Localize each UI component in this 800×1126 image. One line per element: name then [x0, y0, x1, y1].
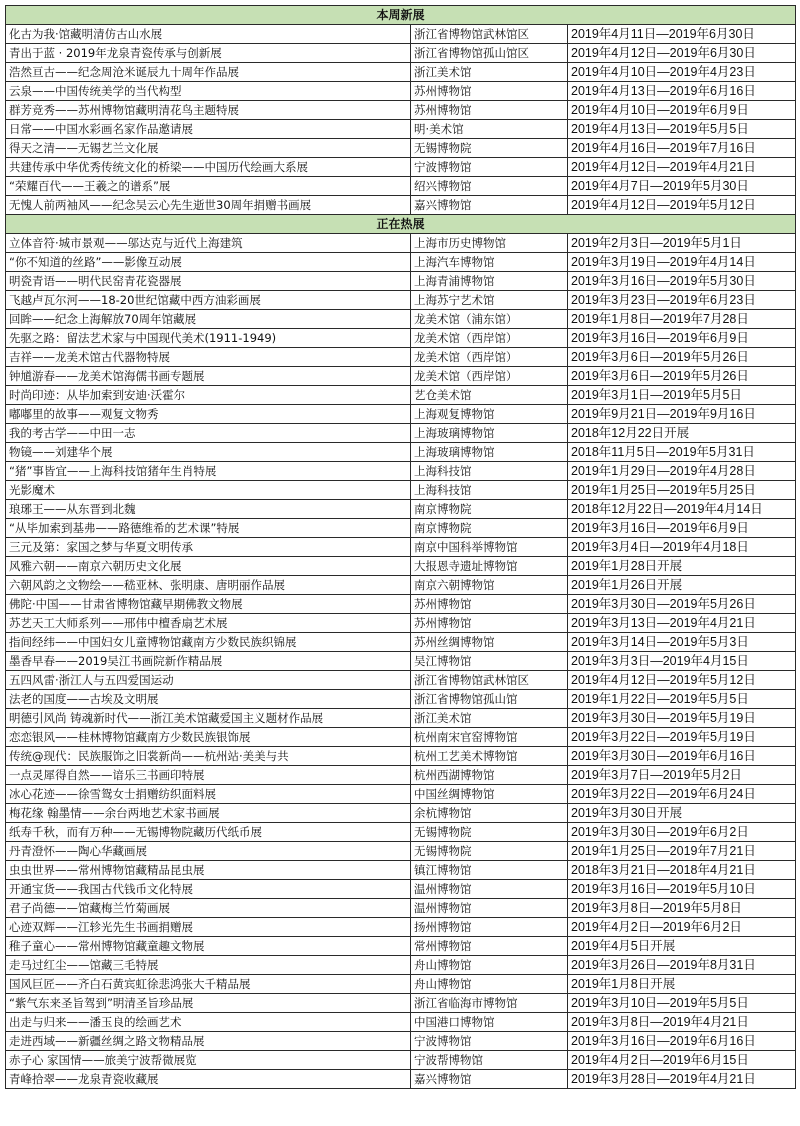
table-row — [6, 386, 796, 405]
date-range-cell: 2019年1月25日—2019年5月25日 — [568, 481, 796, 500]
exhibition-name-cell: 嘟嘟里的故事——观复文物秀 — [6, 405, 411, 424]
exhibition-name-cell: 青峰拾翠——龙泉青瓷收藏展 — [6, 1070, 411, 1089]
exhibition-name-cell: 国风巨匠——齐白石黄宾虹徐悲鸿张大千精品展 — [6, 975, 411, 994]
section-title: 正在热展 — [6, 215, 796, 234]
exhibition-name-cell: “猪”事皆宜——上海科技馆猪年生肖特展 — [6, 462, 411, 481]
venue-cell: 浙江美术馆 — [411, 709, 568, 728]
date-range-cell: 2019年4月2日—2019年6月2日 — [568, 918, 796, 937]
date-range-cell: 2018年12月22日开展 — [568, 424, 796, 443]
exhibition-name-cell: 得天之清——无锡艺兰文化展 — [6, 139, 411, 158]
exhibition-name-cell: 恋恋银风——桂林博物馆藏南方少数民族银饰展 — [6, 728, 411, 747]
venue-cell: 宁波帮博物馆 — [411, 1051, 568, 1070]
exhibition-name-cell: 浩然亘古——纪念周沧米诞辰九十周年作品展 — [6, 63, 411, 82]
venue-cell: 嘉兴博物馆 — [411, 1070, 568, 1089]
date-range-cell: 2018年3月21日—2018年4月21日 — [568, 861, 796, 880]
table-row — [6, 994, 796, 1013]
date-range-cell: 2019年9月21日—2019年9月16日 — [568, 405, 796, 424]
venue-cell: 龙美术馆（浦东馆） — [411, 310, 568, 329]
table-row — [6, 842, 796, 861]
date-range-cell: 2018年11月5日—2019年5月31日 — [568, 443, 796, 462]
table-row — [6, 348, 796, 367]
venue-cell: 艺仓美术馆 — [411, 386, 568, 405]
exhibition-name-cell: 云泉——中国传统美学的当代构型 — [6, 82, 411, 101]
exhibition-name-cell: 物镜——刘建华个展 — [6, 443, 411, 462]
venue-cell: 舟山博物馆 — [411, 975, 568, 994]
date-range-cell: 2019年4月12日—2019年6月30日 — [568, 44, 796, 63]
table-row — [6, 728, 796, 747]
section-header-row — [6, 6, 796, 25]
table-row — [6, 500, 796, 519]
table-row — [6, 785, 796, 804]
table-row — [6, 1051, 796, 1070]
exhibition-name-cell: 梅花缘 翰墨情——余台两地艺术家书画展 — [6, 804, 411, 823]
venue-cell: 南京中国科举博物馆 — [411, 538, 568, 557]
table-row — [6, 747, 796, 766]
date-range-cell: 2019年3月30日开展 — [568, 804, 796, 823]
table-row — [6, 804, 796, 823]
date-range-cell: 2019年4月16日—2019年7月16日 — [568, 139, 796, 158]
date-range-cell: 2019年3月30日—2019年6月2日 — [568, 823, 796, 842]
date-range-cell: 2019年3月8日—2019年5月8日 — [568, 899, 796, 918]
date-range-cell: 2019年3月6日—2019年5月26日 — [568, 348, 796, 367]
date-range-cell: 2018年12月22日—2019年4月14日 — [568, 500, 796, 519]
venue-cell: 苏州博物馆 — [411, 614, 568, 633]
exhibition-name-cell: 传统@现代：民族服饰之旧裳新尚——杭州站·美美与共 — [6, 747, 411, 766]
venue-cell: 舟山博物馆 — [411, 956, 568, 975]
venue-cell: 杭州工艺美术博物馆 — [411, 747, 568, 766]
date-range-cell: 2019年4月12日—2019年4月21日 — [568, 158, 796, 177]
venue-cell: 杭州南宋官窑博物馆 — [411, 728, 568, 747]
exhibition-table — [5, 5, 796, 1089]
venue-cell: 浙江省博物馆武林馆区 — [411, 671, 568, 690]
exhibition-name-cell: 时尚印迹：从毕加索到安迪·沃霍尔 — [6, 386, 411, 405]
date-range-cell: 2019年4月5日开展 — [568, 937, 796, 956]
venue-cell: 温州博物馆 — [411, 899, 568, 918]
date-range-cell: 2019年3月14日—2019年5月3日 — [568, 633, 796, 652]
venue-cell: 上海汽车博物馆 — [411, 253, 568, 272]
exhibition-name-cell: 回眸——纪念上海解放70周年馆藏展 — [6, 310, 411, 329]
table-row — [6, 253, 796, 272]
table-row — [6, 652, 796, 671]
exhibition-name-cell: 稚子童心——常州博物馆藏童趣文物展 — [6, 937, 411, 956]
date-range-cell: 2019年4月12日—2019年5月12日 — [568, 671, 796, 690]
date-range-cell: 2019年4月10日—2019年4月23日 — [568, 63, 796, 82]
exhibition-name-cell: 钟馗游春——龙美术馆海儒书画专题展 — [6, 367, 411, 386]
venue-cell: 宁波博物馆 — [411, 158, 568, 177]
table-row — [6, 25, 796, 44]
table-row — [6, 158, 796, 177]
exhibition-name-cell: 风雅六朝——南京六朝历史文化展 — [6, 557, 411, 576]
table-row — [6, 633, 796, 652]
date-range-cell: 2019年3月16日—2019年6月9日 — [568, 329, 796, 348]
exhibition-name-cell: 走进西域——新疆丝绸之路文物精品展 — [6, 1032, 411, 1051]
table-row — [6, 367, 796, 386]
date-range-cell: 2019年1月29日—2019年4月28日 — [568, 462, 796, 481]
table-row — [6, 44, 796, 63]
date-range-cell: 2019年3月30日—2019年6月16日 — [568, 747, 796, 766]
section-header-row — [6, 215, 796, 234]
exhibition-name-cell: 共建传承中华优秀传统文化的桥梁——中国历代绘画大系展 — [6, 158, 411, 177]
venue-cell: 上海苏宁艺术馆 — [411, 291, 568, 310]
table-row — [6, 671, 796, 690]
exhibition-name-cell: 明瓷青语——明代民窑青花瓷器展 — [6, 272, 411, 291]
date-range-cell: 2019年3月16日—2019年5月30日 — [568, 272, 796, 291]
exhibition-name-cell: 君子尚德——馆藏梅兰竹菊画展 — [6, 899, 411, 918]
exhibition-name-cell: 飞越卢瓦尔河——18-20世纪馆藏中西方油彩画展 — [6, 291, 411, 310]
venue-cell: 中国港口博物馆 — [411, 1013, 568, 1032]
table-row — [6, 861, 796, 880]
table-row — [6, 177, 796, 196]
table-row — [6, 519, 796, 538]
date-range-cell: 2019年1月8日—2019年7月28日 — [568, 310, 796, 329]
venue-cell: 吴江博物馆 — [411, 652, 568, 671]
venue-cell: 龙美术馆（西岸馆） — [411, 348, 568, 367]
exhibition-name-cell: 走马过红尘——馆藏三毛特展 — [6, 956, 411, 975]
venue-cell: 温州博物馆 — [411, 880, 568, 899]
date-range-cell: 2019年3月6日—2019年5月26日 — [568, 367, 796, 386]
table-row — [6, 538, 796, 557]
section-title: 本周新展 — [6, 6, 796, 25]
table-row — [6, 234, 796, 253]
date-range-cell: 2019年4月11日—2019年6月30日 — [568, 25, 796, 44]
date-range-cell: 2019年3月28日—2019年4月21日 — [568, 1070, 796, 1089]
date-range-cell: 2019年4月7日—2019年5月30日 — [568, 177, 796, 196]
exhibition-name-cell: “从毕加索到基弗——路德维希的艺术课”特展 — [6, 519, 411, 538]
table-row — [6, 1032, 796, 1051]
table-row — [6, 975, 796, 994]
date-range-cell: 2019年3月3日—2019年4月15日 — [568, 652, 796, 671]
venue-cell: 扬州博物馆 — [411, 918, 568, 937]
venue-cell: 绍兴博物馆 — [411, 177, 568, 196]
date-range-cell: 2019年3月4日—2019年4月18日 — [568, 538, 796, 557]
exhibition-name-cell: 化古为我·馆藏明清仿古山水展 — [6, 25, 411, 44]
table-row — [6, 101, 796, 120]
exhibition-name-cell: 我的考古学——中田一志 — [6, 424, 411, 443]
date-range-cell: 2019年3月10日—2019年5月5日 — [568, 994, 796, 1013]
venue-cell: 上海科技馆 — [411, 481, 568, 500]
date-range-cell: 2019年3月8日—2019年4月21日 — [568, 1013, 796, 1032]
table-row — [6, 272, 796, 291]
exhibition-name-cell: 立体音符·城市景观——邬达克与近代上海建筑 — [6, 234, 411, 253]
table-row — [6, 614, 796, 633]
table-row — [6, 424, 796, 443]
venue-cell: 无锡博物院 — [411, 139, 568, 158]
table-row — [6, 1070, 796, 1089]
venue-cell: 上海青浦博物馆 — [411, 272, 568, 291]
exhibition-name-cell: 青出于蓝 · 2019年龙泉青瓷传承与创新展 — [6, 44, 411, 63]
venue-cell: 无锡博物院 — [411, 842, 568, 861]
table-row — [6, 120, 796, 139]
venue-cell: 南京博物院 — [411, 519, 568, 538]
exhibition-name-cell: “紫气东来圣旨驾到”明清圣旨珍品展 — [6, 994, 411, 1013]
table-row — [6, 462, 796, 481]
table-row — [6, 82, 796, 101]
venue-cell: 苏州博物馆 — [411, 595, 568, 614]
table-row — [6, 823, 796, 842]
date-range-cell: 2019年3月30日—2019年5月26日 — [568, 595, 796, 614]
date-range-cell: 2019年3月19日—2019年4月14日 — [568, 253, 796, 272]
venue-cell: 上海科技馆 — [411, 462, 568, 481]
exhibition-name-cell: 六朝风韵之文物绘——嵇亚林、张明康、唐明丽作品展 — [6, 576, 411, 595]
exhibition-name-cell: 光影魔术 — [6, 481, 411, 500]
table-row — [6, 443, 796, 462]
exhibition-name-cell: 佛陀·中国——甘肃省博物馆藏早期佛教文物展 — [6, 595, 411, 614]
exhibition-name-cell: 一点灵犀得自然——谙乐三书画印特展 — [6, 766, 411, 785]
exhibition-name-cell: 五四风雷·浙江人与五四爱国运动 — [6, 671, 411, 690]
date-range-cell: 2019年4月13日—2019年6月16日 — [568, 82, 796, 101]
venue-cell: 上海玻璃博物馆 — [411, 424, 568, 443]
venue-cell: 明·美术馆 — [411, 120, 568, 139]
venue-cell: 中国丝绸博物馆 — [411, 785, 568, 804]
table-row — [6, 139, 796, 158]
venue-cell: 苏州博物馆 — [411, 82, 568, 101]
table-row — [6, 196, 796, 215]
date-range-cell: 2019年2月3日—2019年5月1日 — [568, 234, 796, 253]
exhibition-name-cell: 赤子心 家国情——旅美宁波帮微展览 — [6, 1051, 411, 1070]
date-range-cell: 2019年3月22日—2019年6月24日 — [568, 785, 796, 804]
table-row — [6, 291, 796, 310]
table-row — [6, 899, 796, 918]
table-row — [6, 766, 796, 785]
exhibition-name-cell: 虫虫世界——常州博物馆藏精品昆虫展 — [6, 861, 411, 880]
date-range-cell: 2019年4月2日—2019年6月15日 — [568, 1051, 796, 1070]
venue-cell: 无锡博物院 — [411, 823, 568, 842]
venue-cell: 浙江省博物馆孤山馆 — [411, 690, 568, 709]
exhibition-name-cell: 日常——中国水彩画名家作品邀请展 — [6, 120, 411, 139]
date-range-cell: 2019年3月16日—2019年6月9日 — [568, 519, 796, 538]
venue-cell: 苏州博物馆 — [411, 101, 568, 120]
date-range-cell: 2019年3月16日—2019年5月10日 — [568, 880, 796, 899]
date-range-cell: 2019年1月22日—2019年5月5日 — [568, 690, 796, 709]
exhibition-name-cell: 三元及第：家国之梦与华夏文明传承 — [6, 538, 411, 557]
venue-cell: 浙江省临海市博物馆 — [411, 994, 568, 1013]
date-range-cell: 2019年3月22日—2019年5月19日 — [568, 728, 796, 747]
table-row — [6, 690, 796, 709]
date-range-cell: 2019年3月30日—2019年5月19日 — [568, 709, 796, 728]
exhibition-table-body — [6, 6, 796, 1089]
exhibition-name-cell: 心迹双辉——江轸光先生书画捐赠展 — [6, 918, 411, 937]
venue-cell: 常州博物馆 — [411, 937, 568, 956]
exhibition-name-cell: 琅琊王——从东晋到北魏 — [6, 500, 411, 519]
exhibition-name-cell: “你不知道的丝路”——影像互动展 — [6, 253, 411, 272]
venue-cell: 镇江博物馆 — [411, 861, 568, 880]
exhibition-name-cell: 墨香早春——2019吴江书画院新作精品展 — [6, 652, 411, 671]
venue-cell: 杭州西湖博物馆 — [411, 766, 568, 785]
venue-cell: 余杭博物馆 — [411, 804, 568, 823]
venue-cell: 浙江省博物馆孤山馆区 — [411, 44, 568, 63]
exhibition-name-cell: 纸寿千秋，而有万种——无锡博物院藏历代纸币展 — [6, 823, 411, 842]
venue-cell: 上海玻璃博物馆 — [411, 443, 568, 462]
table-row — [6, 937, 796, 956]
exhibition-name-cell: 指间经纬——中国妇女儿童博物馆藏南方少数民族织锦展 — [6, 633, 411, 652]
table-row — [6, 880, 796, 899]
venue-cell: 宁波博物馆 — [411, 1032, 568, 1051]
date-range-cell: 2019年1月28日开展 — [568, 557, 796, 576]
exhibition-name-cell: 冰心花迹——徐雪鸳女士捐赠纺织面料展 — [6, 785, 411, 804]
venue-cell: 浙江美术馆 — [411, 63, 568, 82]
venue-cell: 大报恩寺遗址博物馆 — [411, 557, 568, 576]
date-range-cell: 2019年4月10日—2019年6月9日 — [568, 101, 796, 120]
exhibition-name-cell: 明德引风尚 铸魂新时代——浙江美术馆藏爱国主义题材作品展 — [6, 709, 411, 728]
date-range-cell: 2019年4月13日—2019年5月5日 — [568, 120, 796, 139]
venue-cell: 上海观复博物馆 — [411, 405, 568, 424]
table-row — [6, 1013, 796, 1032]
venue-cell: 苏州丝绸博物馆 — [411, 633, 568, 652]
date-range-cell: 2019年3月1日—2019年5月5日 — [568, 386, 796, 405]
exhibition-name-cell: 开通宝货——我国古代钱币文化特展 — [6, 880, 411, 899]
venue-cell: 南京六朝博物馆 — [411, 576, 568, 595]
venue-cell: 龙美术馆（西岸馆） — [411, 367, 568, 386]
table-row — [6, 956, 796, 975]
exhibition-name-cell: 法老的国度——古埃及文明展 — [6, 690, 411, 709]
venue-cell: 浙江省博物馆武林馆区 — [411, 25, 568, 44]
venue-cell: 南京博物院 — [411, 500, 568, 519]
exhibition-name-cell: “荣耀百代——王羲之的谱系”展 — [6, 177, 411, 196]
venue-cell: 龙美术馆（西岸馆） — [411, 329, 568, 348]
date-range-cell: 2019年1月8日开展 — [568, 975, 796, 994]
table-row — [6, 405, 796, 424]
venue-cell: 嘉兴博物馆 — [411, 196, 568, 215]
table-row — [6, 63, 796, 82]
exhibition-name-cell: 苏艺天工大师系列——邢伟中檀香扇艺术展 — [6, 614, 411, 633]
exhibition-name-cell: 丹青澄怀——陶心华藏画展 — [6, 842, 411, 861]
exhibition-name-cell: 出走与归来——潘玉良的绘画艺术 — [6, 1013, 411, 1032]
date-range-cell: 2019年3月23日—2019年6月23日 — [568, 291, 796, 310]
date-range-cell: 2019年1月25日—2019年7月21日 — [568, 842, 796, 861]
table-row — [6, 595, 796, 614]
table-row — [6, 310, 796, 329]
exhibition-name-cell: 无愧人前两袖风——纪念吴云心先生逝世30周年捐赠书画展 — [6, 196, 411, 215]
venue-cell: 上海市历史博物馆 — [411, 234, 568, 253]
date-range-cell: 2019年1月26日开展 — [568, 576, 796, 595]
date-range-cell: 2019年3月13日—2019年4月21日 — [568, 614, 796, 633]
table-row — [6, 576, 796, 595]
exhibition-name-cell: 群芳竞秀——苏州博物馆藏明清花鸟主题特展 — [6, 101, 411, 120]
date-range-cell: 2019年4月12日—2019年5月12日 — [568, 196, 796, 215]
date-range-cell: 2019年3月26日—2019年8月31日 — [568, 956, 796, 975]
table-row — [6, 481, 796, 500]
exhibition-name-cell: 先驱之路：留法艺术家与中国现代美术(1911-1949) — [6, 329, 411, 348]
exhibition-name-cell: 吉祥——龙美术馆古代器物特展 — [6, 348, 411, 367]
table-row — [6, 557, 796, 576]
date-range-cell: 2019年3月7日—2019年5月2日 — [568, 766, 796, 785]
table-row — [6, 329, 796, 348]
date-range-cell: 2019年3月16日—2019年6月16日 — [568, 1032, 796, 1051]
table-row — [6, 709, 796, 728]
table-row — [6, 918, 796, 937]
